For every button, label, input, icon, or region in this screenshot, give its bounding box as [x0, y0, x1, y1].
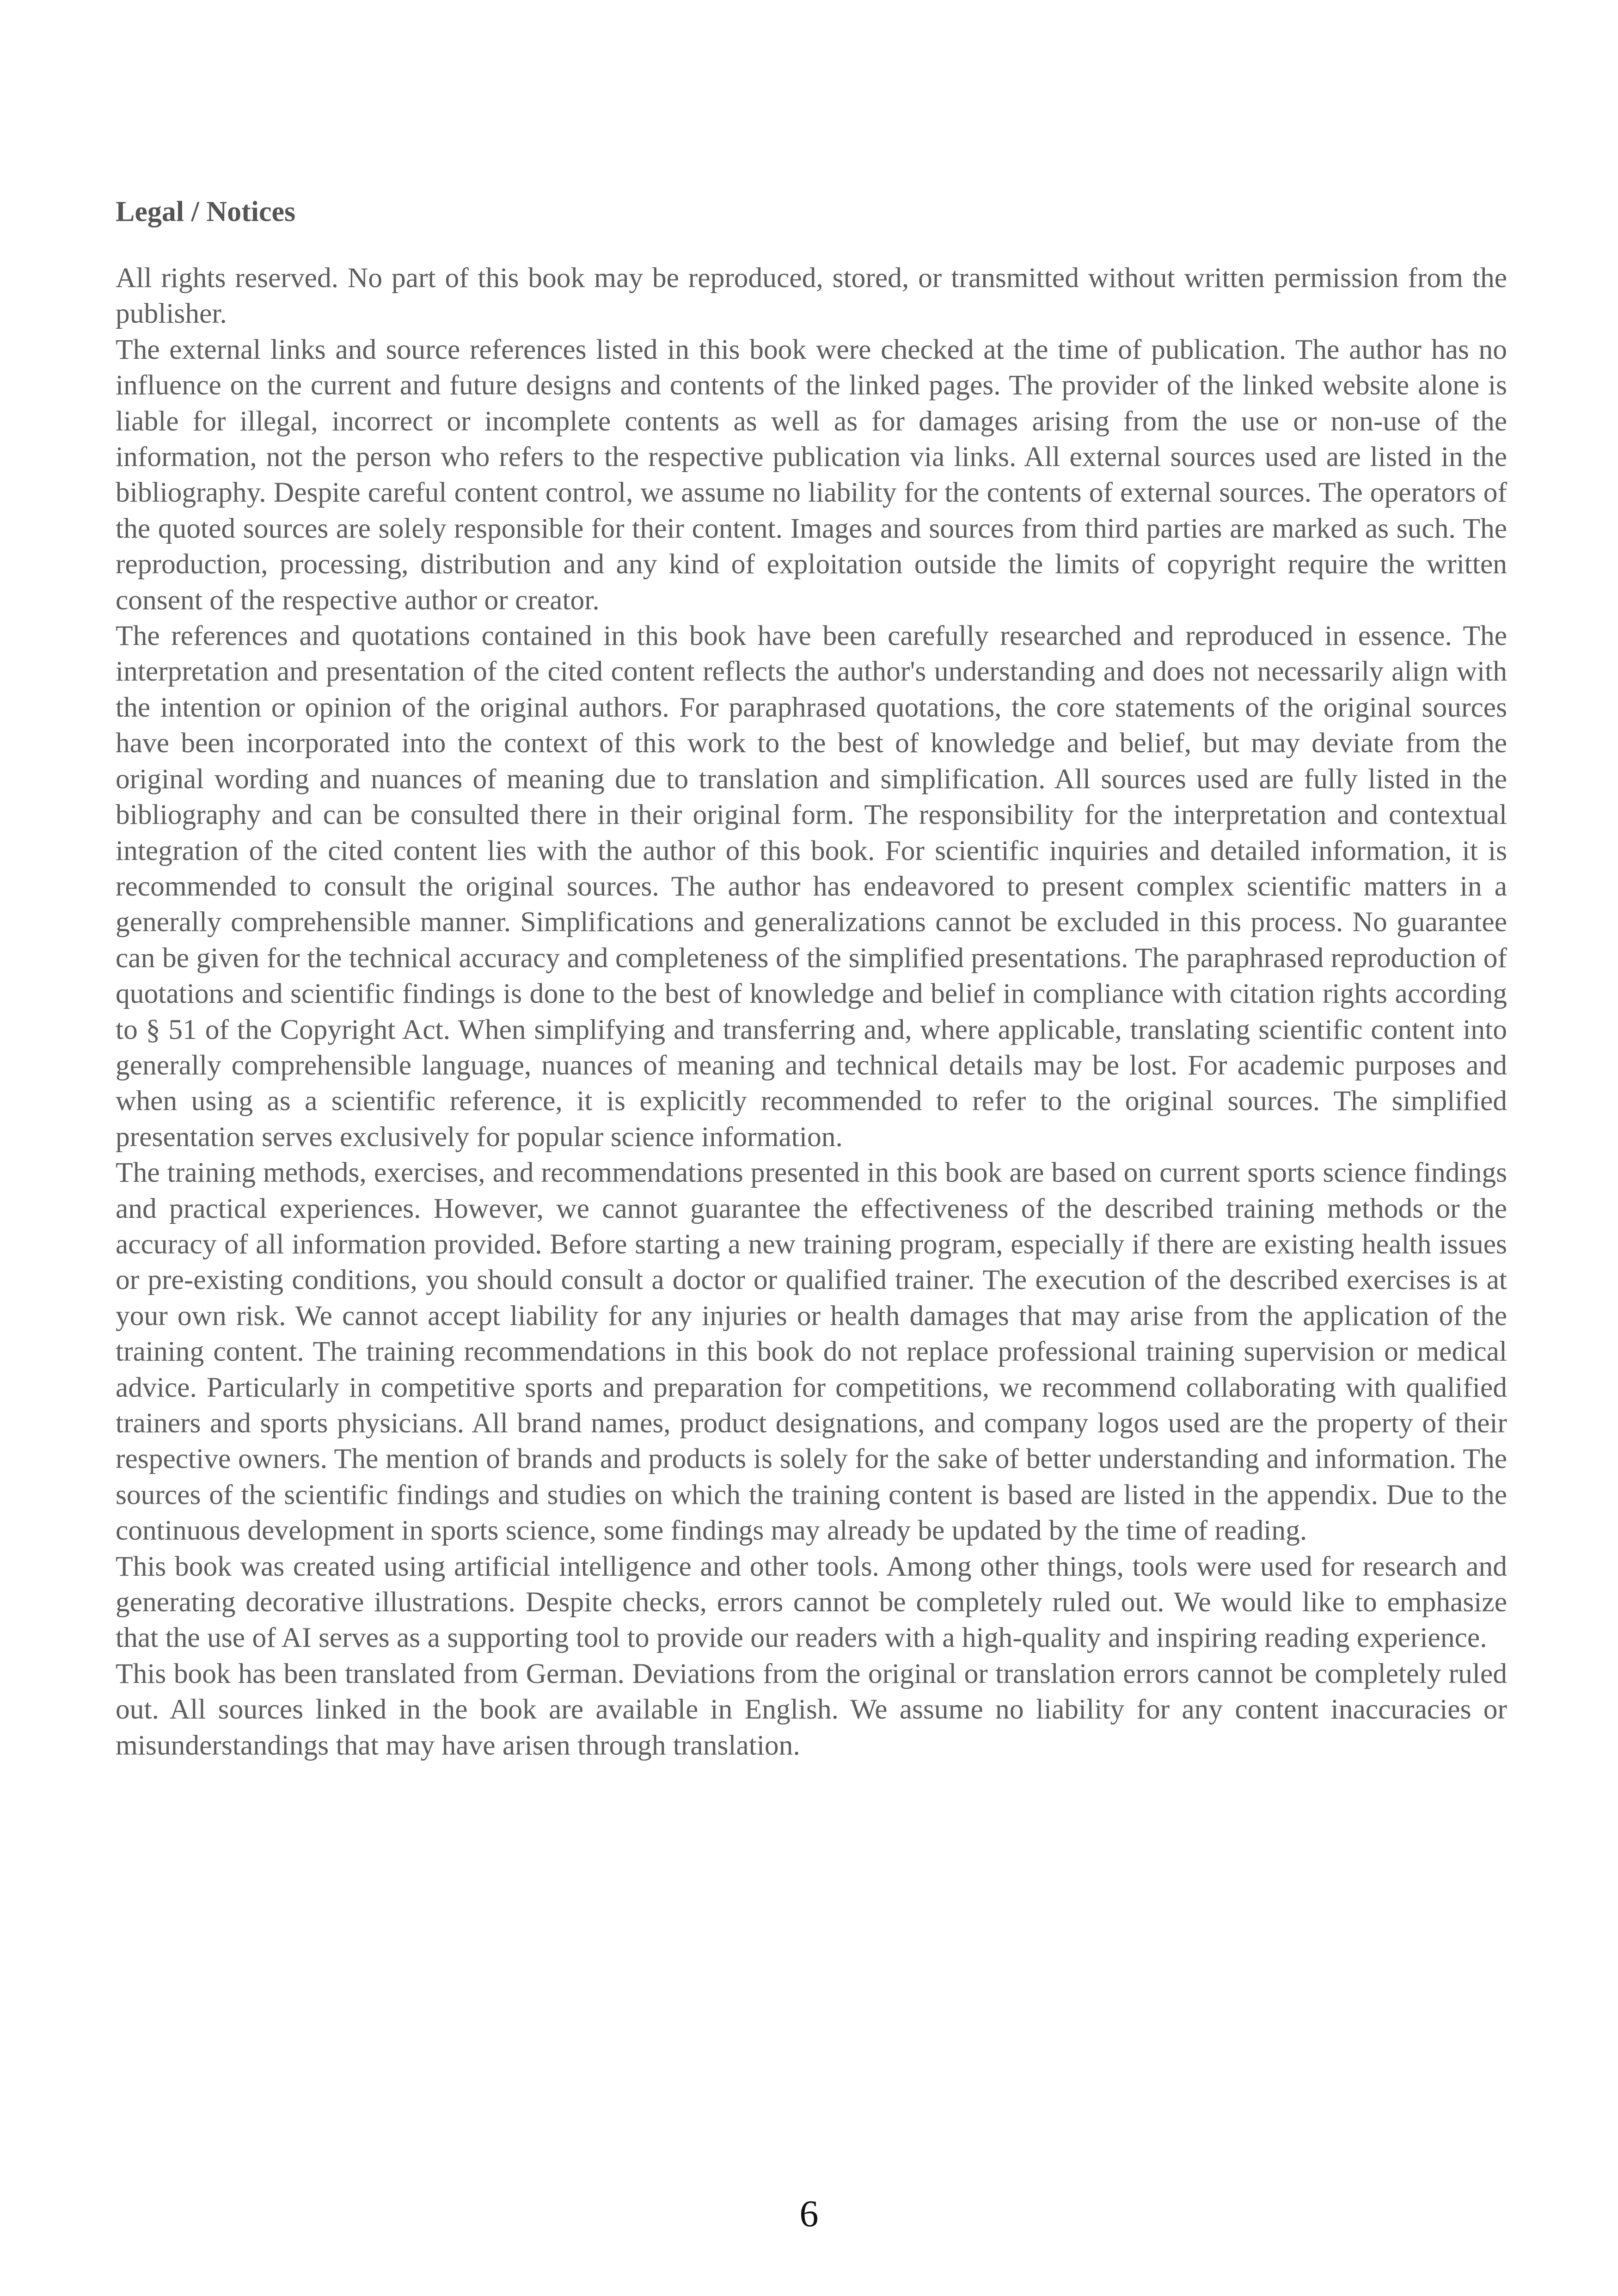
- page-content: [116, 194, 1507, 1763]
- paragraph-training-disclaimer: The training methods, exercises, and recommendations presented in this book are based on current sports science findings and practical experiences. However, we cannot guarantee the effectiveness of the described training methods or the accuracy of all information provided. Before starting a new training program, especially if there are existing health issues or pre-existing conditions, you should consult a doctor or qualified trainer. The execution of the described exercises is at your own risk. We cannot accept liability for any injuries or health damages that may arise from the application of the training content. The training recommendations in this book do not replace professional training supervision or medical advice. Particularly in competitive sports and preparation for competitions, we recommend collaborating with qualified trainers and sports physicians. All brand names, product designations, and company logos used are the property of their respective owners. The mention of brands and products is solely for the sake of better understanding and information. The sources of the scientific findings and studies on which the training content is based are listed in the appendix. Due to the continuous development in sports science, some findings may already be updated by the time of reading.: [116, 1157, 1507, 1547]
- paragraph-ai-notice: This book was created using artificial intelligence and other tools. Among other things, tools were used for research and generating decorative illustrations. Despite checks, errors cannot be completely ruled out. We would like to emphasize that the use of AI serves as a supporting tool to provide our readers with a high-quality and inspiring reading experience.: [116, 1550, 1507, 1654]
- paragraph-rights-reserved: All rights reserved. No part of this book may be reproduced, stored, or transmitted without written permission from the publisher.: [116, 262, 1507, 330]
- page-number: 6: [799, 2192, 819, 2235]
- paragraph-translation-notice: This book has been translated from German. Deviations from the original or translation errors cannot be completely ruled out. All sources linked in the book are available in English. We assume no liability for any content inaccuracies or misunderstandings that may have arisen through translation.: [116, 1658, 1507, 1761]
- paragraph-references-quotations: The references and quotations contained in this book have been carefully researched and reproduced in essence. The interpretation and presentation of the cited content reflects the author's understanding and does not necessarily align with the intention or opinion of the original authors. For paraphrased quotations, the core statements of the original sources have been incorporated into the context of this work to the best of knowledge and belief, but may deviate from the original wording and nuances of meaning due to translation and simplification. All sources used are fully listed in the bibliography and can be consulted there in their original form. The responsibility for the interpretation and contextual integration of the cited content lies with the author of this book. For scientific inquiries and detailed information, it is recommended to consult the original sources. The author has endeavored to present complex scientific matters in a generally comprehensible manner. Simplifications and generalizations cannot be excluded in this process. No guarantee can be given for the technical accuracy and completeness of the simplified presentations. The paraphrased reproduction of quotations and scientific findings is done to the best of knowledge and belief in compliance with citation rights according to § 51 of the Copyright Act. When simplifying and transferring and, where applicable, translating scientific content into generally comprehensible language, nuances of meaning and technical details may be lost. For academic purposes and when using as a scientific reference, it is explicitly recommended to refer to the original sources. The simplified presentation serves exclusively for popular science information.: [116, 620, 1507, 1153]
- section-heading: Legal / Notices: [116, 196, 296, 227]
- paragraph-external-links: The external links and source references listed in this book were checked at the time of publication. The author has no influence on the current and future designs and contents of the linked pages. The provider of the linked website alone is liable for illegal, incorrect or incomplete contents as well as for damages arising from the use or non-use of the information, not the person who refers to the respective publication via links. All external sources used are listed in the bibliography. Despite careful content control, we assume no liability for the contents of external sources. The operators of the quoted sources are solely responsible for their content. Images and sources from third parties are marked as such. The reproduction, processing, distribution and any kind of exploitation outside the limits of copyright require the written consent of the respective author or creator.: [116, 333, 1507, 616]
